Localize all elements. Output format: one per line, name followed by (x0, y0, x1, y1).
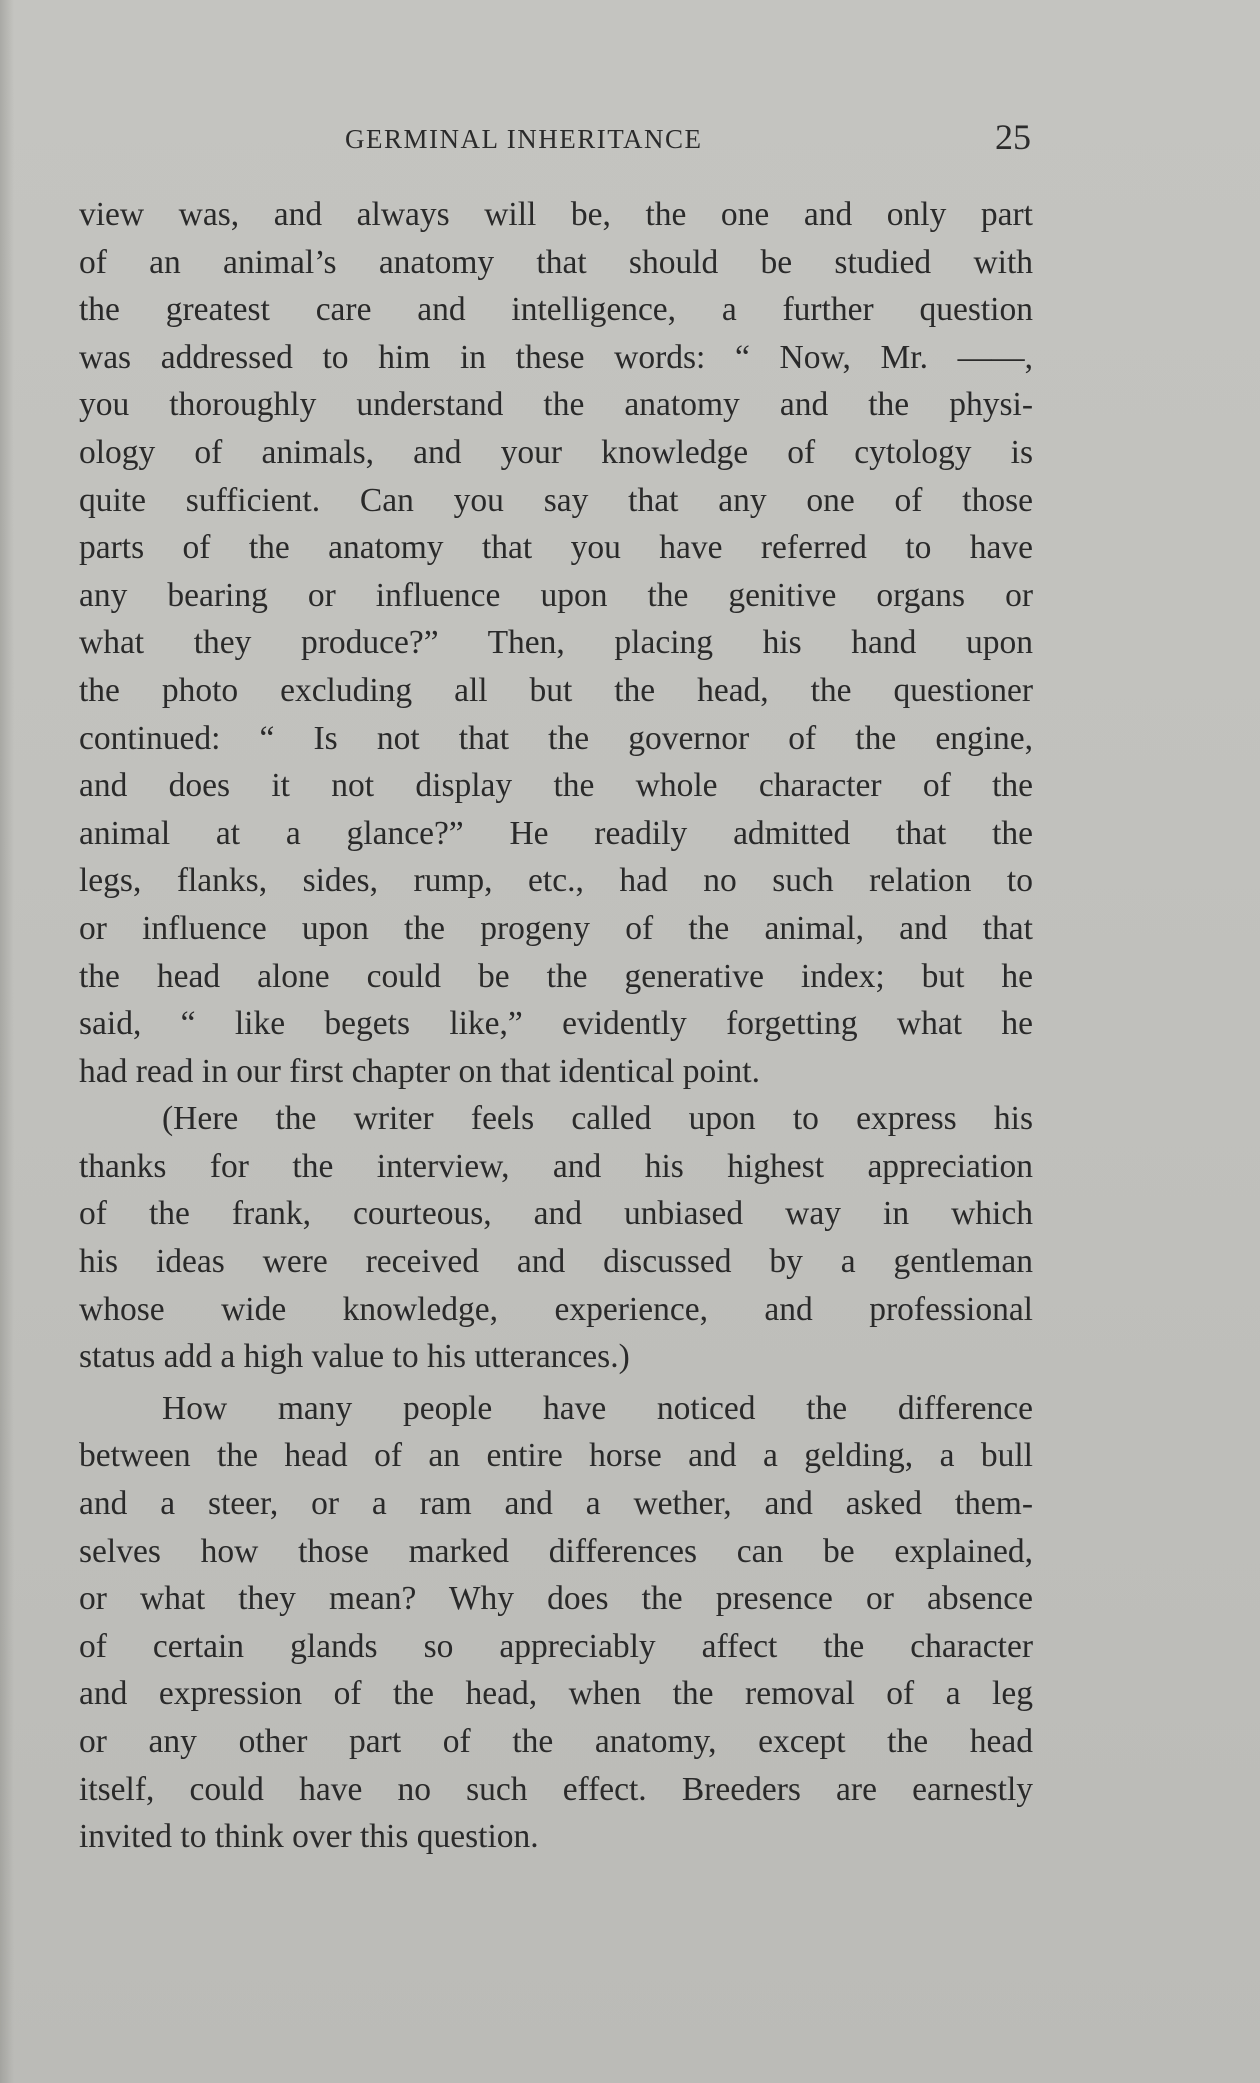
paragraph-2 (79, 1095, 1033, 1381)
text-line: selves how those marked differences can be explained, (79, 1532, 1033, 1570)
text-line: whose wide knowledge, experience, and professional (79, 1290, 1033, 1328)
text-line: said, “ like begets like,” evidently forgetting what he (79, 1005, 1033, 1043)
text-line: legs, flanks, sides, rump, etc., had no such relation to (79, 862, 1033, 900)
body-text (79, 191, 1033, 1861)
text-line: was addressed to him in these words: “ Now, Mr. ——, (79, 338, 1033, 376)
text-line: what they produce?” Then, placing his hand upon (79, 624, 1033, 662)
text-line: of the frank, courteous, and unbiased way in which (79, 1195, 1033, 1233)
page-number: 25 (995, 117, 1031, 157)
running-head (0, 116, 1260, 166)
text-line: or what they mean? Why does the presence or absence (79, 1580, 1033, 1618)
text-line: itself, could have no such effect. Breeders are earnestly (79, 1770, 1033, 1808)
text-line: of an animal’s anatomy that should be studied with (79, 243, 1033, 281)
text-line: ology of animals, and your knowledge of cytology is (79, 433, 1033, 471)
text-line: view was, and always will be, the one and only part (79, 196, 1033, 233)
text-line: invited to think over this question. (79, 1818, 539, 1856)
text-line: parts of the anatomy that you have referred to have (79, 529, 1033, 567)
running-head-title: GERMINAL INHERITANCE (345, 124, 703, 154)
text-line: (Here the writer feels called upon to express his (162, 1100, 1033, 1138)
text-line: the head alone could be the generative index; but he (79, 957, 1033, 995)
text-line: the greatest care and intelligence, a further question (79, 291, 1033, 329)
text-line: How many people have noticed the difference (162, 1389, 1033, 1427)
paragraph-3 (79, 1385, 1033, 1861)
text-line: of certain glands so appreciably affect the character (79, 1627, 1033, 1665)
text-line: or any other part of the anatomy, except the head (79, 1723, 1033, 1760)
text-line: his ideas were received and discussed by a gentleman (79, 1243, 1033, 1281)
text-line: status add a high value to his utterances.) (79, 1338, 630, 1376)
text-line: you thoroughly understand the anatomy and the physi- (79, 386, 1033, 424)
text-line: continued: “ Is not that the governor of the engine, (79, 719, 1033, 757)
text-line: thanks for the interview, and his highest appreciation (79, 1147, 1033, 1185)
text-line: the photo excluding all but the head, the questioner (79, 671, 1033, 709)
text-line: any bearing or influence upon the genitive organs or (79, 576, 1033, 614)
text-line: quite sufficient. Can you say that any one of those (79, 481, 1033, 519)
page-edge-shadow (0, 0, 14, 2083)
text-line: animal at a glance?” He readily admitted that the (79, 814, 1033, 852)
text-line: had read in our first chapter on that identical point. (79, 1052, 760, 1090)
text-line: and does it not display the whole character of the (79, 767, 1033, 805)
text-line: and expression of the head, when the removal of a leg (79, 1675, 1033, 1713)
text-line: and a steer, or a ram and a wether, and asked them- (79, 1485, 1033, 1523)
text-line: between the head of an entire horse and a gelding, a bull (79, 1437, 1033, 1475)
paragraph-1 (79, 191, 1033, 1095)
text-line: or influence upon the progeny of the animal, and that (79, 909, 1033, 947)
